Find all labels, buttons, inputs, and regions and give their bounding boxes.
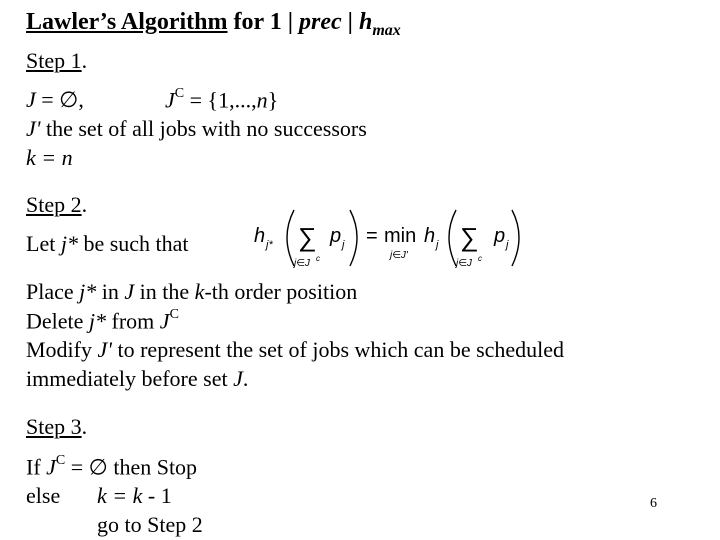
step2-place-a: Place (26, 279, 80, 304)
formula-min-sub: j∈J' (390, 250, 408, 261)
formula-sum-sub-right: j∈J (456, 258, 472, 269)
formula-paren-close-left (350, 210, 357, 266)
step1-heading (26, 50, 87, 72)
step3-heading (26, 416, 87, 438)
step2-imm-a: immediately before set (26, 366, 234, 391)
formula-paren-open-left (287, 210, 294, 266)
step1-Jprime: J' (26, 116, 41, 141)
slide-title (26, 10, 401, 39)
step2-modify-a: Modify (26, 337, 98, 362)
step3-if: If (26, 454, 47, 480)
formula-p-left: p (330, 225, 342, 247)
step3-J-sup: C (55, 453, 66, 468)
step2-let (26, 233, 189, 255)
formula-svg (250, 204, 530, 274)
step2-let-jstar: j* (60, 231, 78, 256)
title-underlined: Lawler’s Algorithm (26, 9, 228, 35)
step2-place-e: in the (134, 279, 195, 304)
step2-place-jstar: j* (79, 279, 97, 304)
step2-imm-c: . (242, 366, 249, 391)
step3-label: Step 3 (26, 414, 82, 439)
step2-place (26, 281, 357, 303)
formula-eq: = (366, 225, 378, 247)
formula-p-left-sub: j (342, 239, 345, 251)
formula-sum-sub-right-sup: c (478, 254, 482, 263)
step3-line1 (26, 453, 198, 480)
step2-place-c: in (96, 279, 125, 304)
step2-place-g: -th order position (204, 279, 358, 304)
step1-close: } (267, 87, 279, 113)
title-sep: | (341, 9, 359, 35)
formula-h-right: h (424, 225, 436, 247)
step2-place-k: k (194, 279, 205, 304)
step3-goto: go to Step 2 (97, 512, 203, 537)
step1-label: Step 1 (26, 48, 82, 73)
formula-paren-close-right (512, 210, 519, 266)
formula-paren-open-right (449, 210, 456, 266)
selection-formula (250, 204, 530, 274)
step3-dot: . (81, 414, 88, 439)
step1-line2-text: the set of all jobs with no successors (40, 116, 367, 141)
formula-p-right: p (494, 225, 506, 247)
step1-set: = {1,..., (184, 87, 257, 113)
formula-sum-right: ∑ (460, 222, 479, 252)
step2-modify (26, 339, 564, 361)
step1-dot: . (81, 48, 88, 73)
step3-else: else (26, 483, 61, 508)
step1-line1 (26, 89, 84, 111)
step2-place-J: J (124, 279, 135, 304)
formula-h-right-sub: j (436, 239, 439, 251)
step1-line2 (26, 118, 367, 140)
step1-line1-jc (165, 86, 279, 113)
formula-h-left: h (254, 225, 266, 247)
step2-modify-c: to represent the set of jobs which can be scheduled (111, 337, 565, 362)
step2-heading (26, 194, 87, 216)
step3-decrement (97, 485, 172, 507)
step2-imm-J: J (233, 366, 243, 391)
formula-sum-sub-left: j∈J (294, 258, 310, 269)
formula-sum-left: ∑ (298, 222, 317, 252)
step3-minus-one: - 1 (142, 483, 172, 508)
title-rest: for 1 | (227, 9, 300, 35)
page-number: 6 (650, 496, 657, 511)
step2-let-c: be such that (77, 231, 189, 256)
step2-immediately (26, 368, 248, 390)
formula-h-left-sub: j* (266, 239, 273, 251)
step2-label: Step 2 (26, 192, 82, 217)
step1-Jc-sup: C (174, 86, 185, 101)
title-prec: prec (299, 9, 342, 35)
step2-delete-J: J (159, 308, 170, 334)
step2-delete-a: Delete (26, 308, 89, 334)
step1-J: J (26, 87, 36, 112)
step2-let-a: Let (26, 231, 61, 256)
formula-sum-sub-left-sup: c (316, 254, 320, 263)
step1-n: n (256, 87, 268, 113)
step2-delete-J-sup: C (169, 307, 179, 322)
formula-p-right-sub: j (506, 239, 509, 251)
step2-delete-jstar: j* (88, 308, 107, 334)
step1-empty: = ∅, (35, 87, 84, 112)
step2-delete (26, 307, 179, 334)
step3-then: = ∅ then Stop (65, 454, 198, 480)
step2-modify-Jprime: J' (97, 337, 112, 362)
step2-dot: . (81, 192, 88, 217)
step1-Jc: J (165, 87, 175, 113)
title-hsub: max (372, 22, 401, 39)
title-h: h (358, 9, 373, 35)
step1-line3: k = n (26, 145, 73, 170)
step2-delete-c: from (106, 308, 160, 334)
formula-min: min (384, 225, 417, 247)
step3-J: J (46, 454, 56, 480)
step3-k-eq-k: k = k (97, 483, 143, 508)
